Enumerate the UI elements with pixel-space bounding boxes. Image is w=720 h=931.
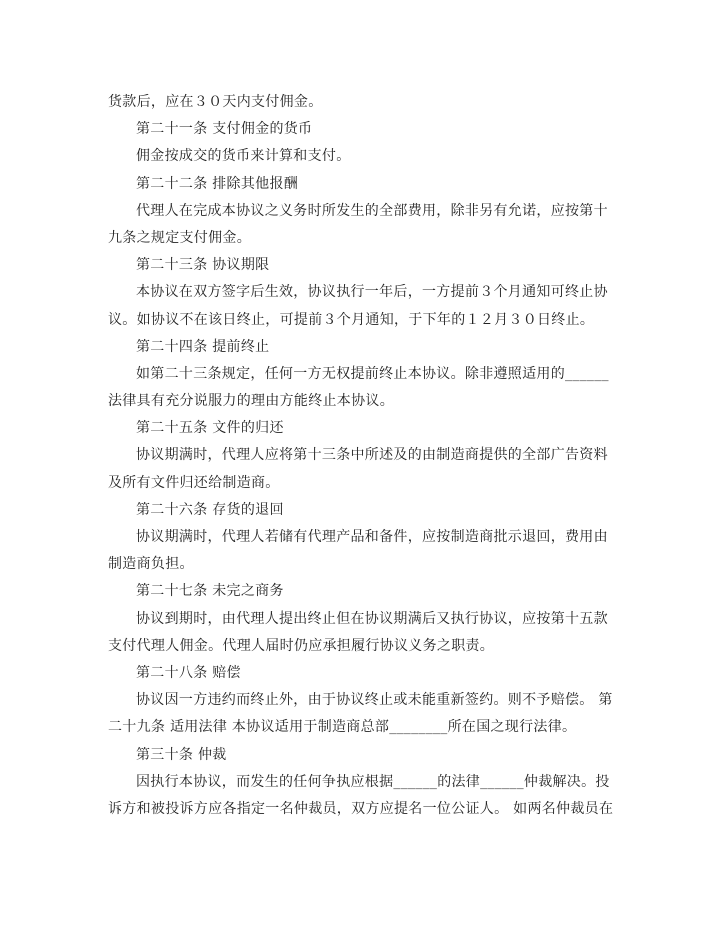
text-line: 及所有文件归还给制造商。 xyxy=(108,474,280,491)
text-line: 协议因一方违约而终止外，由于协议终止或未能重新签约。则不予赔偿。 第 xyxy=(136,692,613,709)
text-line: 二十九条 适用法律 本协议适用于制造商总部________所在国之现行法律。 xyxy=(108,719,577,736)
text-line: 协议期满时，代理人若储有代理产品和备件，应按制造商批示退回，费用由 xyxy=(136,529,608,545)
document-body xyxy=(108,89,614,823)
text-line: 第二十二条 排除其他报酬 xyxy=(136,175,299,192)
text-line: 法律具有充分说服力的理由方能终止本协议。 xyxy=(108,393,394,410)
text-line: 九条之规定支付佣金。 xyxy=(108,229,251,246)
text-line: 佣金按成交的货币来计算和支付。 xyxy=(136,148,351,165)
text-line: 支付代理人佣金。代理人届时仍应承担履行协议义务之职责。 xyxy=(108,637,495,654)
text-line: 第二十七条 未完之商务 xyxy=(136,583,284,600)
text-line: 代理人在完成本协议之义务时所发生的全部费用，除非另有允诺，应按第十 xyxy=(136,202,608,219)
text-line: 第二十四条 提前终止 xyxy=(136,338,270,355)
text-line: 第二十八条 赔偿 xyxy=(136,664,241,681)
text-line: 协议到期时，由代理人提出终止但在协议期满后又执行协议，应按第十五款 xyxy=(136,610,608,627)
text-line: 第三十条 仲裁 xyxy=(136,746,227,763)
text-line: 制造商负担。 xyxy=(108,556,194,573)
text-line: 第二十五条 文件的归还 xyxy=(136,420,284,437)
text-line: 本协议在双方签字后生效，协议执行一年后，一方提前３个月通知可终止协 xyxy=(136,284,608,301)
text-line: 第二十六条 存货的退回 xyxy=(136,501,284,518)
text-line: 诉方和被投诉方应各指定一名仲裁员，双方应提名一位公证人。 如两名仲裁员在 xyxy=(108,800,614,817)
text-line: 第二十三条 协议期限 xyxy=(136,257,270,274)
text-line: 第二十一条 支付佣金的货币 xyxy=(136,121,313,138)
text-line: 货款后，应在３０天内支付佣金。 xyxy=(108,94,323,110)
text-line: 议。如协议不在该日终止，可提前３个月通知，于下年的１２月３０日终止。 xyxy=(108,311,595,328)
text-line: 因执行本协议，而发生的任何争执应根据______的法律______仲裁解决。投 xyxy=(136,773,610,790)
text-line: 协议期满时，代理人应将第十三条中所述及的由制造商提供的全部广告资料 xyxy=(136,447,608,464)
text-line: 如第二十三条规定，任何一方无权提前终止本协议。除非遵照适用的______ xyxy=(136,365,609,382)
